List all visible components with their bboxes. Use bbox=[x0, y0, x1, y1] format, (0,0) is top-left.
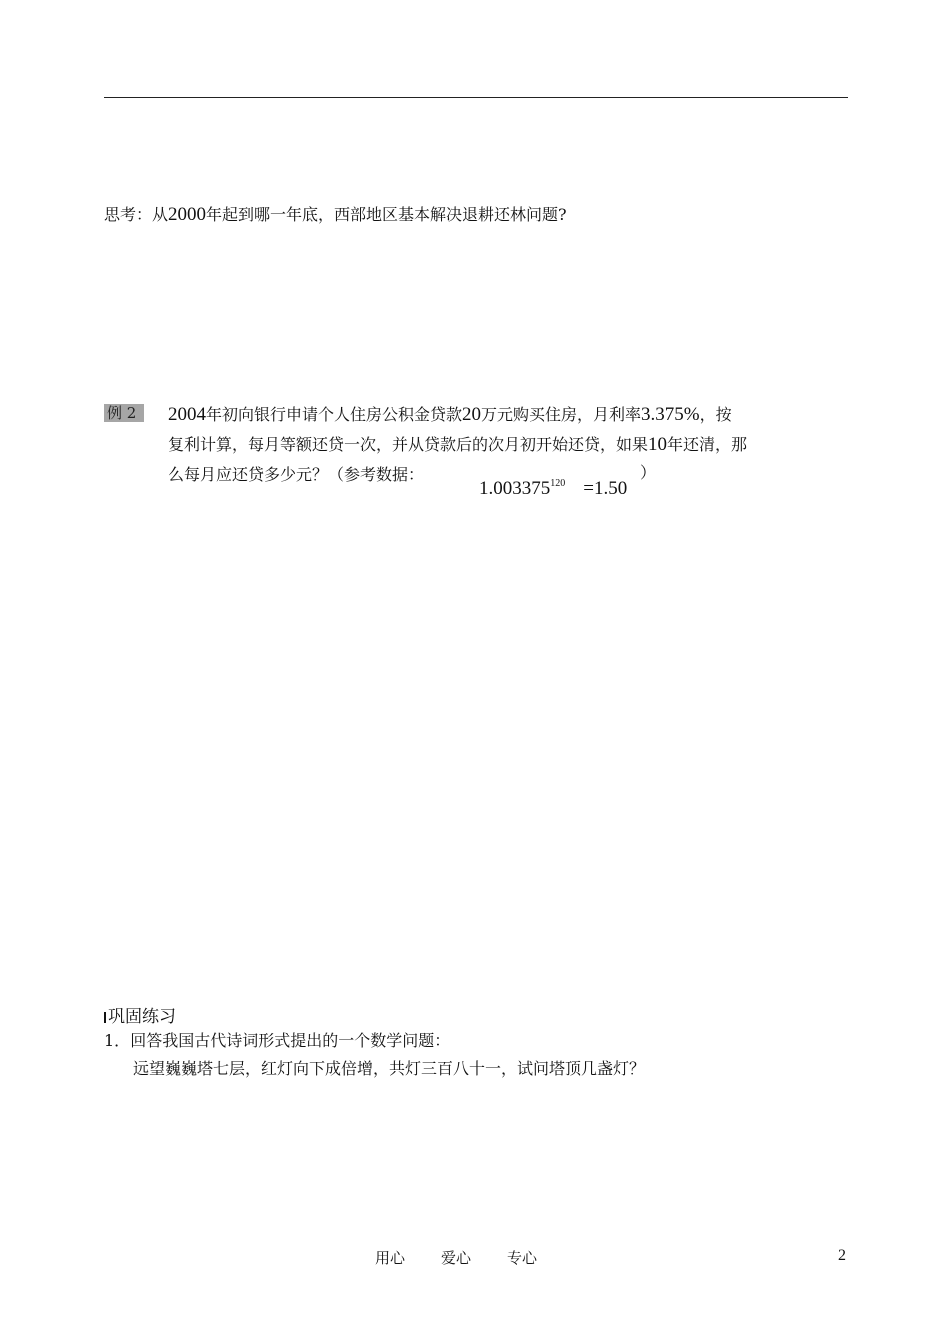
closing-paren: ） bbox=[640, 463, 657, 482]
think-question bbox=[104, 205, 567, 225]
think-suffix: 年起到哪一年底，西部地区基本解决退耕还林问题? bbox=[206, 205, 567, 224]
header-rule bbox=[104, 97, 848, 98]
formula-result: =1.50 bbox=[583, 478, 628, 499]
example-2-year: 2004 bbox=[168, 404, 206, 425]
question-1-number: 1． bbox=[104, 1031, 131, 1050]
practice-title: 巩固练习 bbox=[108, 1007, 176, 1027]
example-2-body bbox=[168, 400, 853, 490]
example-2-line-1 bbox=[168, 400, 853, 430]
formula-base: 1.003375 bbox=[479, 478, 551, 499]
reference-formula bbox=[479, 478, 627, 500]
example-2-line-3: 么每月应还贷多少元？（参考数据： bbox=[168, 465, 425, 484]
page-number: 2 bbox=[838, 1247, 846, 1264]
practice-heading bbox=[104, 1002, 176, 1027]
example-2-line-2 bbox=[168, 430, 853, 460]
footer-motto bbox=[375, 1247, 573, 1268]
formula-exponent: 120 bbox=[550, 478, 566, 489]
example-2-years: 10 bbox=[648, 434, 668, 455]
example-2-label: 例 2 bbox=[104, 404, 144, 422]
example-2-rate: 3.375% bbox=[641, 404, 700, 425]
think-year: 2000 bbox=[168, 204, 207, 225]
example-2-amount: 20 bbox=[462, 404, 482, 425]
example-2-text-2: 万元购买住房，月利率 bbox=[481, 405, 642, 424]
example-2-text-5: 年还清，那 bbox=[667, 435, 748, 454]
question-1-poem: 远望巍巍塔七层，红灯向下成倍增，共灯三百八十一，试问塔顶几盏灯？ bbox=[133, 1059, 646, 1078]
example-2-text-1: 年初向银行申请个人住房公积金贷款 bbox=[206, 405, 463, 424]
think-prefix: 思考：从 bbox=[104, 205, 169, 224]
example-2-text-3: ，按 bbox=[699, 405, 732, 424]
question-1-text: 回答我国古代诗词形式提出的一个数学问题： bbox=[130, 1031, 451, 1050]
question-1 bbox=[104, 1031, 450, 1051]
heading-marker bbox=[104, 1012, 106, 1023]
footer-word-3: 专心 bbox=[507, 1249, 538, 1267]
footer-word-2: 爱心 bbox=[441, 1249, 472, 1267]
footer-word-1: 用心 bbox=[375, 1249, 406, 1267]
example-2-text-4: 复利计算，每月等额还贷一次，并从贷款后的次月初开始还贷，如果 bbox=[168, 435, 649, 454]
